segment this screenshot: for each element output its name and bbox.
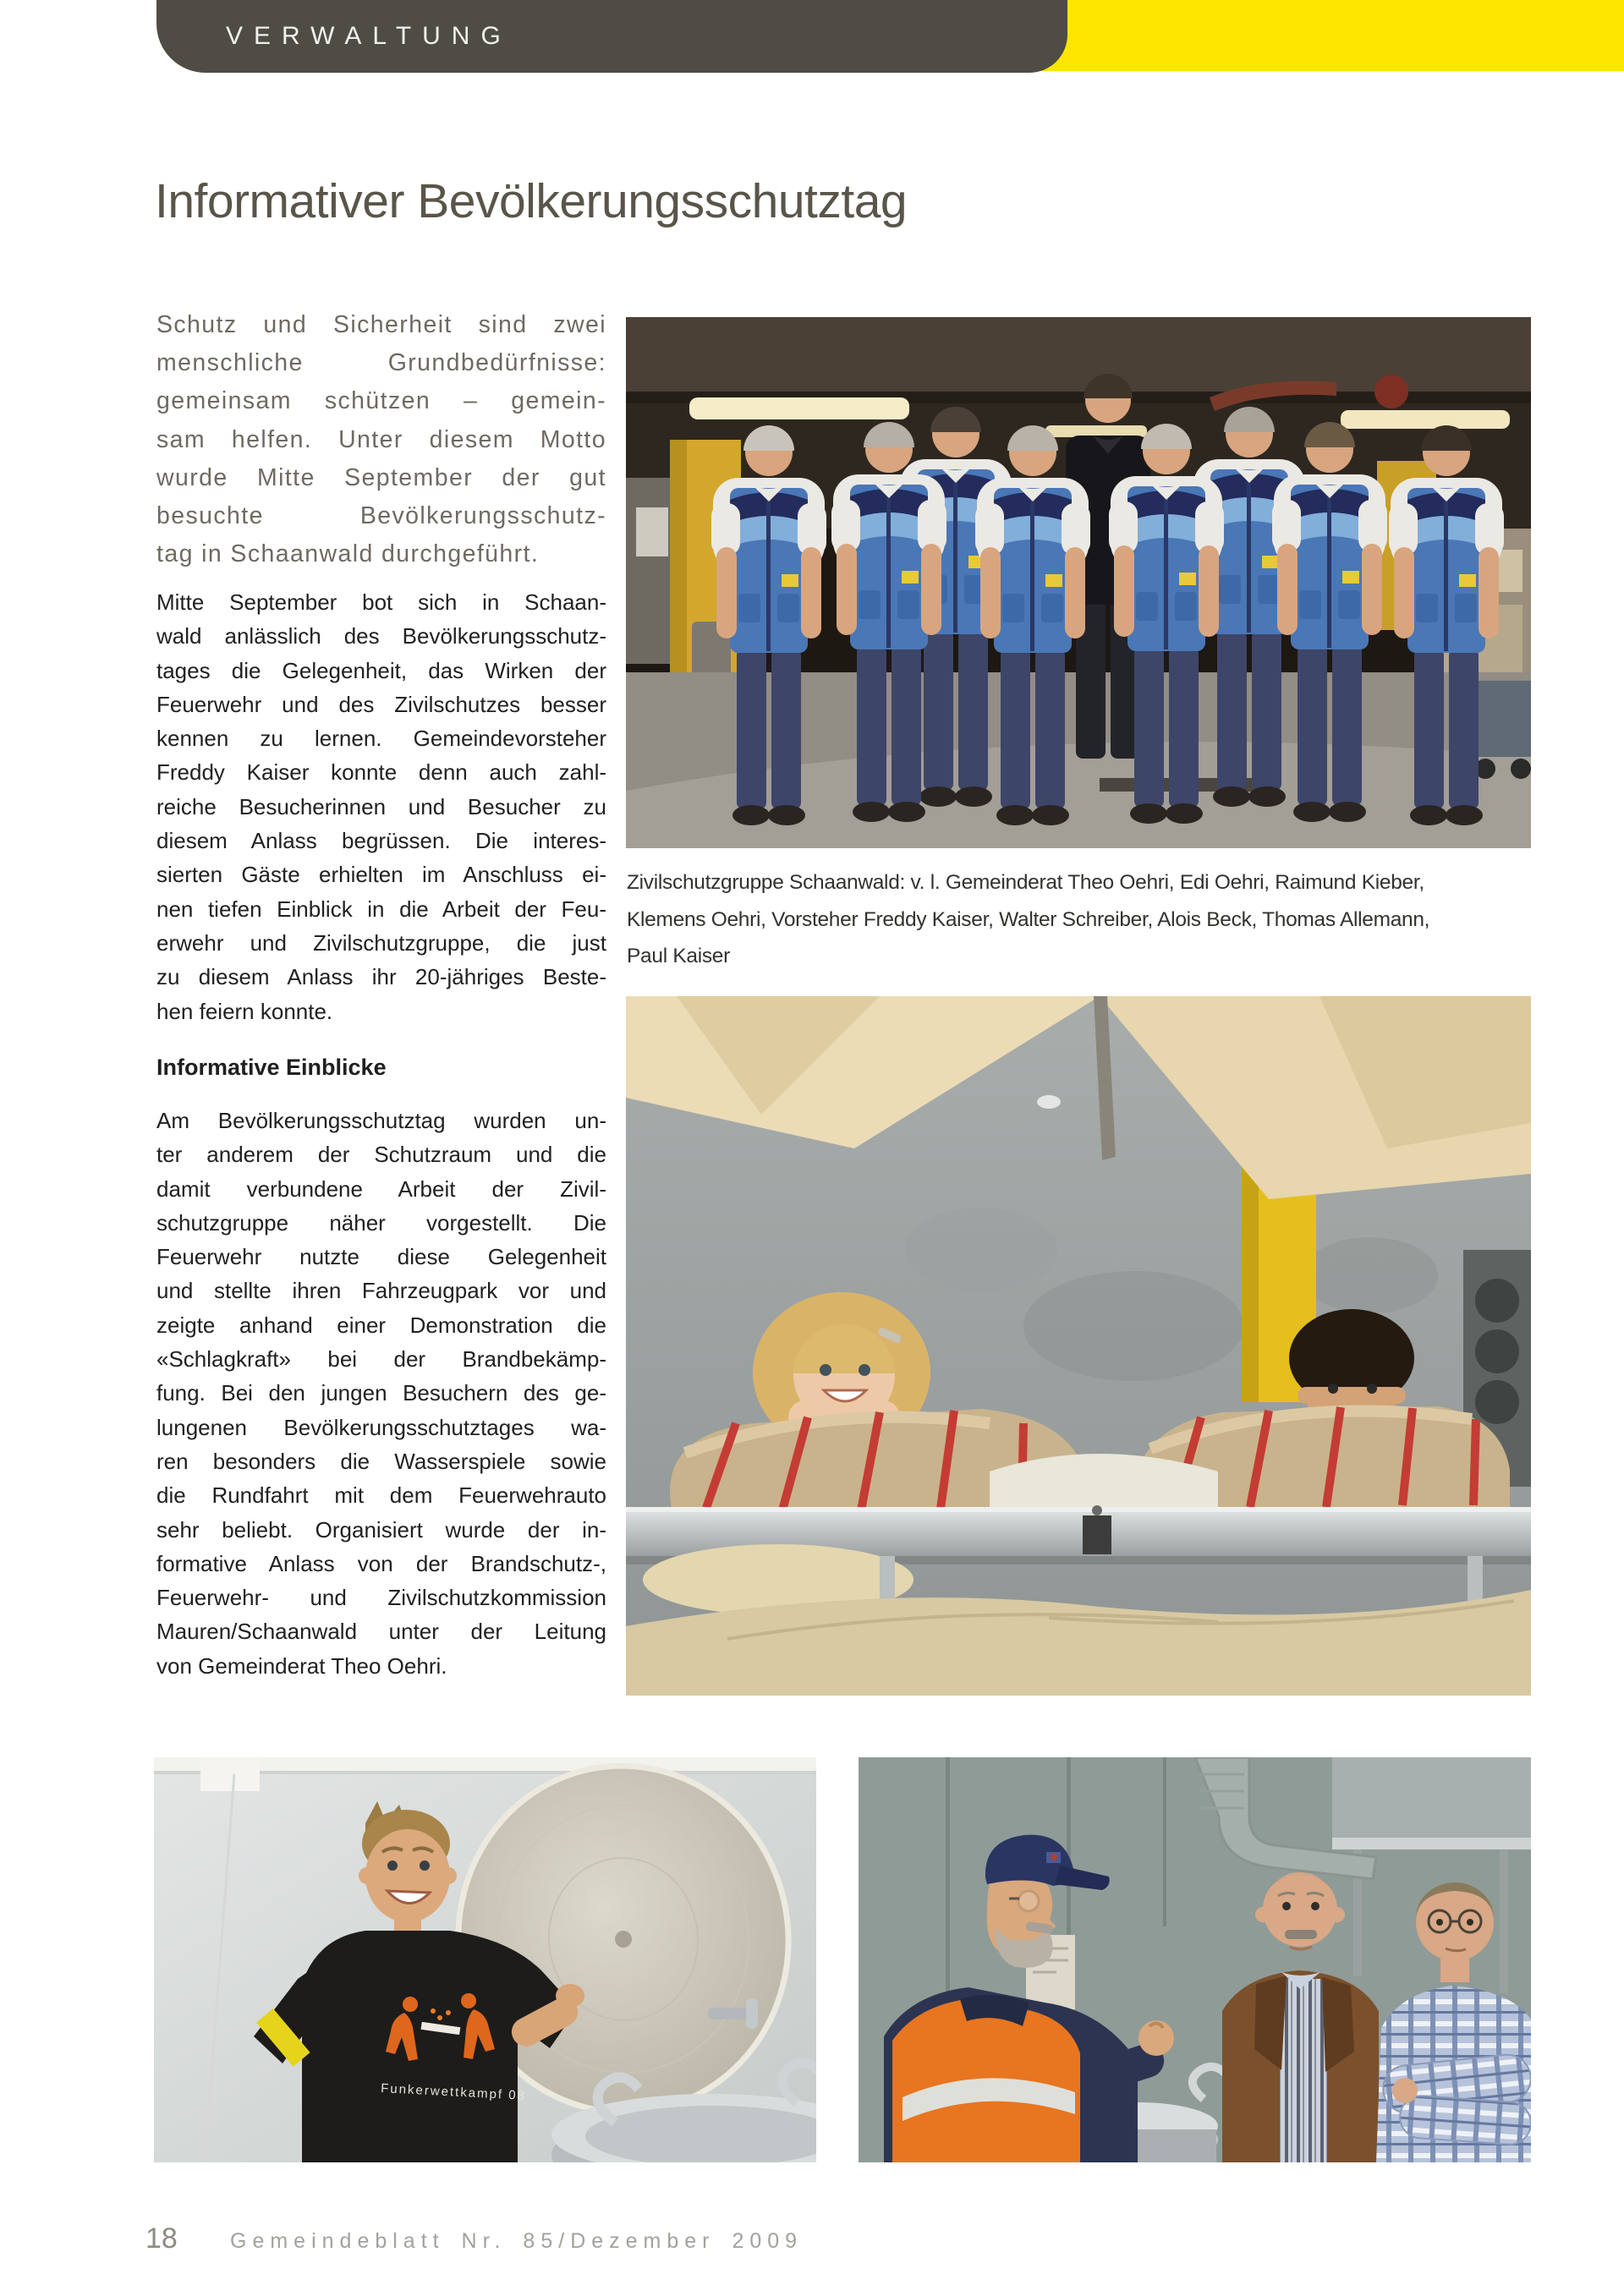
text-line: lungenen Bevölkerungsschutztages wa- (156, 1414, 606, 1440)
text-line: menschliche Grundbedürfnisse: (156, 349, 606, 377)
header-section-bar (156, 0, 1067, 73)
header-accent-bar (1023, 0, 1624, 71)
text-line: ren besonders die Wasserspiele sowie (156, 1448, 606, 1474)
text-line: gemeinsam schützen – gemein- (156, 387, 606, 415)
text-line: zeigte anhand einer Demonstration die (156, 1312, 606, 1338)
article-title: Informativer Bevölkerungsschutztag (155, 174, 908, 228)
children-photo-illustration (626, 996, 1531, 1696)
text-line: sierten Gäste erhielten im Anschluss ei- (156, 862, 606, 888)
talk-photo-illustration (859, 1757, 1531, 2162)
text-line: schutzgruppe näher vorgestellt. Die (156, 1209, 606, 1236)
text-line: damit verbundene Arbeit der Zivil- (156, 1175, 606, 1202)
text-line: zu diesem Anlass ihr 20-jähriges Beste- (156, 964, 606, 990)
text-line: Feuerwehr und des Zivilschutzes besser (156, 691, 606, 717)
text-line: Mitte September bot sich in Schaan- (156, 589, 606, 615)
tshirt-print-text: Funkerwettkampf 08 (380, 2081, 527, 2103)
article-subheading: Informative Einblicke (156, 1055, 387, 1080)
text-line: «Schlagkraft» bei der Brandbekämp- (156, 1346, 606, 1373)
journal-issue-label: Gemeindeblatt Nr. 85/Dezember 2009 (230, 2229, 804, 2253)
text-line: Feuerwehr- und Zivilschutzkommission (156, 1585, 606, 1611)
text-line: und stellte ihren Fahrzeugpark vor und (156, 1278, 606, 1304)
text-line: formative Anlass von der Brandschutz-, (156, 1550, 606, 1576)
text-line: Paul Kaiser (627, 945, 730, 967)
text-line: erwehr und Zivilschutzgruppe, die just (156, 929, 606, 956)
text-line: Schutz und Sicherheit sind zwei (156, 311, 606, 338)
text-line: tages die Gelegenheit, das Wirken der (156, 657, 606, 683)
text-line: Klemens Oehri, Vorsteher Freddy Kaiser, Walter Schreiber, Alois Beck, Thomas Allemann, (627, 907, 1430, 931)
text-line: die Rundfahrt mit dem Feuerwehrauto (156, 1482, 606, 1509)
text-line: sehr beliebt. Organisiert wurde der in- (156, 1516, 606, 1543)
text-line: Am Bevölkerungsschutztag wurden un- (156, 1108, 606, 1133)
text-line: besuchte Bevölkerungsschutz- (156, 502, 606, 530)
article-body-1 (156, 585, 606, 1028)
text-line: fung. Bei den jungen Besuchern des ge- (156, 1380, 606, 1406)
photo-children-on-bunks (626, 996, 1531, 1696)
photo-man-with-pot-lid (154, 1757, 816, 2162)
text-line: reiche Besucherinnen und Besucher zu (156, 793, 606, 819)
text-line: kennen zu lernen. Gemeindevorsteher (156, 726, 606, 752)
text-line: von Gemeinderat Theo Oehri. (156, 1652, 447, 1679)
article-lead (156, 306, 606, 573)
text-line: Feuerwehr nutzte diese Gelegenheit (156, 1244, 606, 1270)
text-line: ter anderem der Schutzraum und die (156, 1142, 606, 1168)
text-line: diesem Anlass begrüssen. Die interes- (156, 828, 606, 854)
group-photo-illustration (626, 317, 1531, 848)
text-line: nen tiefen Einblick in die Arbeit der Feu- (156, 896, 606, 922)
text-line: Mauren/Schaanwald unter der Leitung (156, 1619, 606, 1645)
page-number: 18 (145, 2222, 178, 2255)
text-line: hen feiern konnte. (156, 998, 333, 1024)
text-line: tag in Schaanwald durchgeführt. (156, 540, 540, 568)
section-label: VERWALTUNG (226, 22, 512, 50)
article-body-2 (156, 1104, 606, 1683)
photo-three-men-talking (859, 1757, 1531, 2162)
photo-civil-protection-group (626, 317, 1531, 848)
text-line: wurde Mitte September der gut (156, 463, 606, 491)
text-line: wald anlässlich des Bevölkerungsschutz- (156, 623, 606, 649)
text-line: Zivilschutzgruppe Schaanwald: v. l. Gemeinderat Theo Oehri, Edi Oehri, Raimund Kieber, (627, 871, 1424, 894)
photo-caption (627, 864, 1532, 975)
text-line: sam helfen. Unter diesem Motto (156, 425, 606, 453)
pot-lid-photo-illustration (154, 1757, 816, 2162)
text-line: Freddy Kaiser konnte denn auch zahl- (156, 759, 606, 786)
